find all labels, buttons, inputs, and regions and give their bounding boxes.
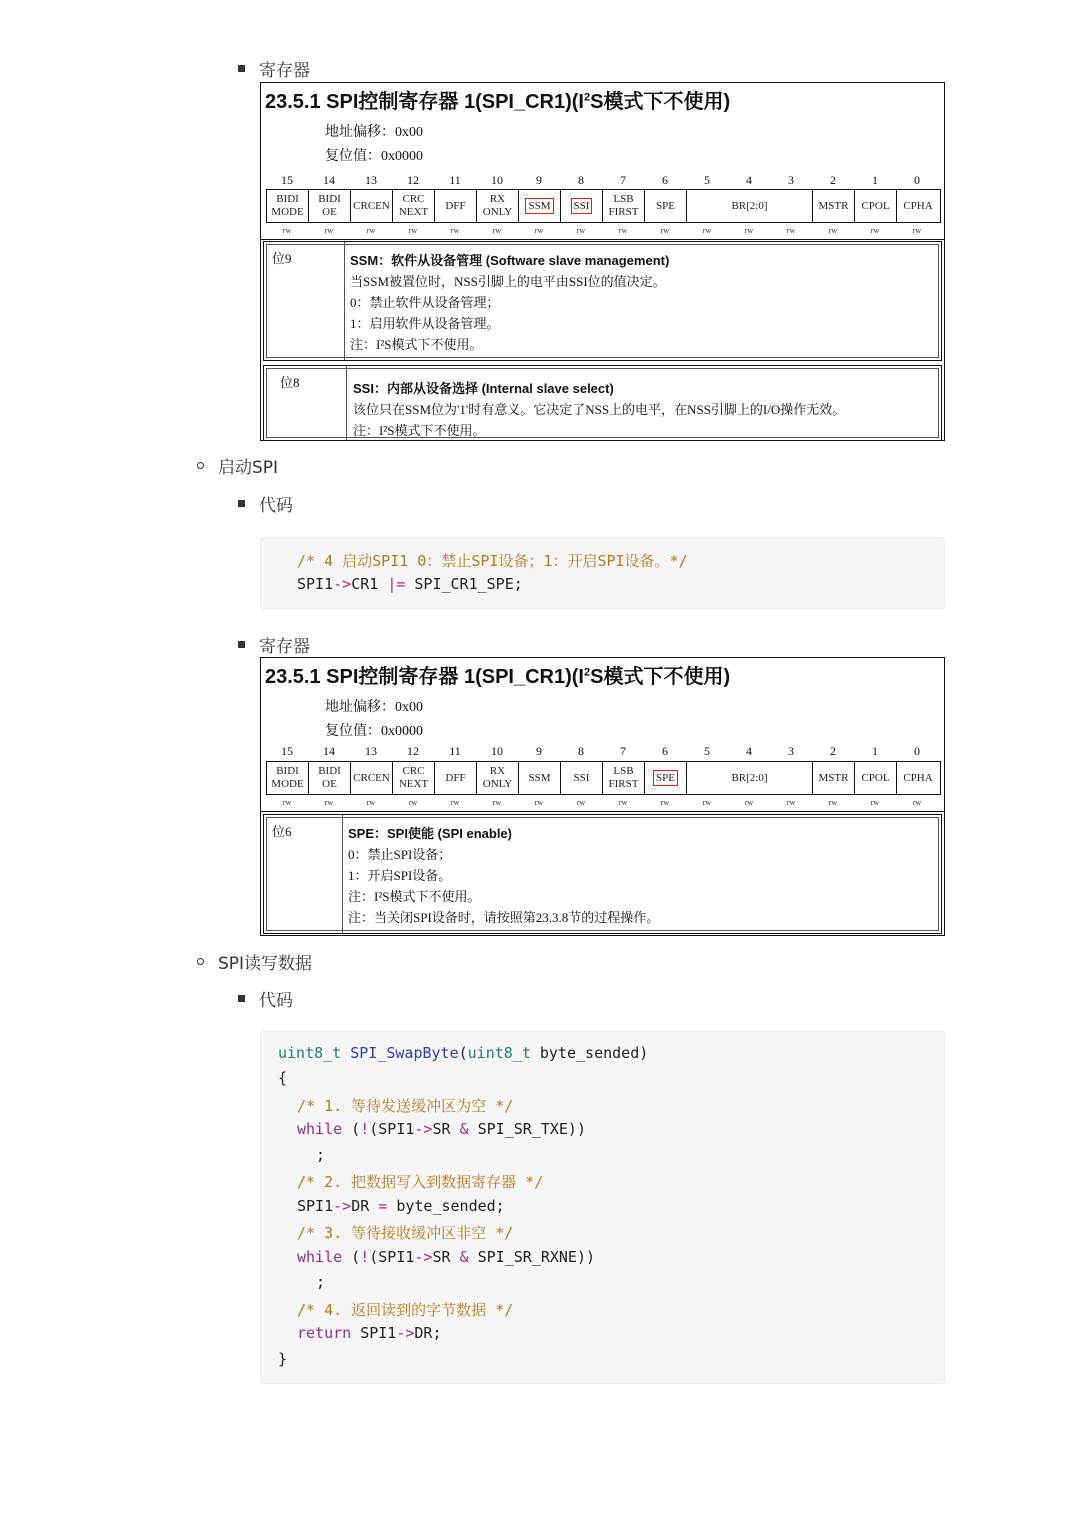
bit-field: MSTR — [813, 190, 855, 222]
rw-label: rw — [576, 226, 586, 235]
desc-line: 0：禁止软件从设备管理； — [350, 295, 500, 310]
bit-field: CPHA — [903, 199, 933, 212]
code-comment: /* 4 启动SPI1 0：禁止SPI设备；1：开启SPI设备。*/ — [297, 552, 688, 570]
rw-label: rw — [534, 226, 544, 235]
square-bullet-icon — [238, 641, 245, 648]
rw-label: rw — [576, 798, 586, 807]
rw-label: rw — [702, 798, 712, 807]
spi-read-write-heading: SPI读写数据 — [197, 949, 312, 974]
bit-field: LSB FIRST — [603, 190, 645, 222]
bit-field: CPHA — [903, 771, 933, 784]
rw-label: rw — [786, 798, 796, 807]
desc-line: 注：当关闭SPI设备时，请按照第23.3.8节的过程操作。 — [348, 910, 660, 925]
rw-label: rw — [450, 226, 460, 235]
code-block-start-spi[interactable] — [260, 537, 945, 609]
bit-number: 10 — [491, 173, 503, 187]
bit-number: 1 — [872, 744, 878, 758]
bit-field: SSI — [561, 762, 603, 794]
bit-number: 4 — [746, 744, 752, 758]
bit-number: 5 — [704, 744, 710, 758]
divider — [261, 239, 944, 240]
reset-value: 复位值：0x0000 — [325, 149, 423, 164]
bit-number: 6 — [662, 744, 668, 758]
register-bullet-1 — [238, 56, 310, 81]
rw-label: rw — [366, 226, 376, 235]
rw-label: rw — [618, 798, 628, 807]
bit-field: SPE — [645, 190, 687, 222]
bit-number: 4 — [746, 173, 752, 187]
bit-number: 14 — [323, 744, 335, 758]
rw-label: rw — [492, 226, 502, 235]
desc-line: SSI：内部从设备选择 (Internal slave select) — [353, 381, 614, 396]
register-bullet-2: 寄存器 — [238, 632, 310, 657]
bit-field: BIDI MODE — [267, 762, 309, 794]
bit-field: DFF — [435, 190, 477, 222]
rw-label: rw — [660, 226, 670, 235]
bit-number: 2 — [830, 173, 836, 187]
bit-field: CRC NEXT — [393, 762, 435, 794]
circle-bullet-icon — [197, 462, 204, 469]
bit-label: 位6 — [272, 824, 292, 839]
function-signature: uint8_t SPI_SwapByte(uint8_t byte_sended) — [278, 1044, 649, 1062]
code-line: ; — [316, 1146, 326, 1164]
bit-number: 12 — [407, 173, 419, 187]
bit-number: 5 — [704, 173, 710, 187]
code-comment: /* 4. 返回读到的字节数据 */ — [297, 1301, 514, 1319]
bit-number: 11 — [449, 173, 461, 187]
rw-label: rw — [408, 226, 418, 235]
bit-number: 1 — [872, 173, 878, 187]
code-line: while (!(SPI1->SR & SPI_SR_TXE)) — [297, 1120, 586, 1138]
bit-number: 12 — [407, 744, 419, 758]
desc-line: 注：I²S模式下不使用。 — [353, 423, 486, 438]
bit-field: CRCEN — [351, 190, 393, 222]
bit-number: 0 — [914, 744, 920, 758]
register-figure-spe — [260, 657, 945, 936]
bit-field: CRCEN — [351, 762, 393, 794]
bit-number: 0 — [914, 173, 920, 187]
bit8-description — [263, 365, 942, 441]
bit-number: 7 — [620, 173, 626, 187]
bit-label: 位9 — [272, 251, 292, 266]
desc-line: 1：启用软件从设备管理。 — [350, 316, 500, 331]
code-line: while (!(SPI1->SR & SPI_SR_RXNE)) — [297, 1248, 596, 1266]
bit-number: 9 — [536, 744, 542, 758]
rw-label: rw — [324, 226, 334, 235]
rw-label: rw — [744, 798, 754, 807]
bit-field: CPOL — [855, 762, 897, 794]
rw-label: rw — [828, 798, 838, 807]
bit-field-row — [266, 761, 941, 795]
bit-number: 3 — [788, 173, 794, 187]
bit-number: 11 — [449, 744, 461, 758]
code-comment: /* 2. 把数据写入到数据寄存器 */ — [297, 1173, 544, 1191]
rw-label: rw — [366, 798, 376, 807]
code-comment: /* 1. 等待发送缓冲区为空 */ — [297, 1097, 514, 1115]
divider — [261, 811, 944, 812]
rw-label: rw — [870, 798, 880, 807]
code-line: } — [278, 1350, 288, 1368]
address-offset: 地址偏移：0x00 — [325, 125, 423, 140]
code-line: ; — [316, 1273, 326, 1291]
rw-label: rw — [282, 798, 292, 807]
desc-line: 该位只在SSM位为'1'时有意义。它决定了NSS上的电平，在NSS引脚上的I/O操作无效。 — [353, 402, 846, 417]
bit6-description — [263, 814, 942, 934]
desc-line: SPE：SPI使能 (SPI enable) — [348, 826, 512, 841]
bit-number: 8 — [578, 173, 584, 187]
address-offset: 地址偏移：0x00 — [325, 700, 423, 715]
rw-label: rw — [408, 798, 418, 807]
code-block-swap-byte[interactable] — [260, 1031, 945, 1384]
rw-label: rw — [828, 226, 838, 235]
bit-field: BR[2:0] — [687, 190, 813, 222]
register-label: 寄存器 — [259, 61, 310, 81]
bit-field: BIDI OE — [309, 762, 351, 794]
rw-label: rw — [786, 226, 796, 235]
code-line: { — [278, 1069, 288, 1087]
desc-line: 注：I²S模式下不使用。 — [350, 337, 483, 352]
bit-field: LSB FIRST — [603, 762, 645, 794]
bit-field: CPOL — [855, 190, 897, 222]
bit-field: DFF — [435, 762, 477, 794]
bit-field: CRC NEXT — [393, 190, 435, 222]
rw-label: rw — [324, 798, 334, 807]
bit-number: 15 — [281, 744, 293, 758]
bit-field: BIDI OE — [309, 190, 351, 222]
bit-field: SPE — [645, 762, 687, 794]
rw-label: rw — [618, 226, 628, 235]
rw-label: rw — [282, 226, 292, 235]
bit-number: 13 — [365, 744, 377, 758]
bit-numbers — [266, 744, 941, 760]
bit-field: BR[2:0] — [687, 762, 813, 794]
start-spi-heading: 启动SPI — [197, 453, 278, 478]
rw-label: rw — [450, 798, 460, 807]
code-line: SPI1->DR = byte_sended; — [297, 1197, 505, 1215]
rw-row — [266, 798, 941, 810]
bit-number: 14 — [323, 173, 335, 187]
bit-field: RX ONLY — [477, 190, 519, 222]
bit-number: 3 — [788, 744, 794, 758]
rw-label: rw — [744, 226, 754, 235]
rw-label: rw — [702, 226, 712, 235]
bit-field: MSTR — [813, 762, 855, 794]
bit-number: 15 — [281, 173, 293, 187]
desc-line: 当SSM被置位时，NSS引脚上的电平由SSI位的值决定。 — [350, 274, 666, 289]
desc-line: SSM：软件从设备管理 (Software slave management) — [350, 253, 670, 268]
bit-number: 7 — [620, 744, 626, 758]
bit-number: 13 — [365, 173, 377, 187]
desc-line: 1：开启SPI设备。 — [348, 868, 452, 883]
square-bullet-icon — [238, 500, 245, 507]
code-line: return SPI1->DR; — [297, 1324, 442, 1342]
bit-number: 9 — [536, 173, 542, 187]
bit-field: RX ONLY — [477, 762, 519, 794]
bit-field: SSM — [519, 762, 561, 794]
bit-field: SSI — [561, 190, 603, 222]
desc-line: 0：禁止SPI设备； — [348, 847, 452, 862]
bit9-description — [263, 241, 942, 361]
reset-value: 复位值：0x0000 — [325, 724, 423, 739]
code-bullet-2: 代码 — [238, 986, 293, 1011]
bit-numbers — [266, 173, 941, 189]
register-figure-ssm-ssi — [260, 82, 945, 441]
register-title: 23.5.1 SPI控制寄存器 $1(SPI\_CR1)(I^2S$模式下不使用) — [265, 666, 731, 688]
bit-label: 位8 — [280, 375, 300, 390]
rw-label: rw — [912, 226, 922, 235]
code-line: SPI1->CR1 |= SPI_CR1_SPE; — [297, 575, 523, 593]
rw-row — [266, 226, 941, 238]
bit-number: 6 — [662, 173, 668, 187]
rw-label: rw — [660, 798, 670, 807]
bit-field: BIDI MODE — [267, 190, 309, 222]
rw-label: rw — [534, 798, 544, 807]
code-bullet-1: 代码 — [238, 491, 293, 516]
square-bullet-icon — [238, 995, 245, 1002]
bit-field-row — [266, 189, 941, 223]
circle-bullet-icon — [197, 958, 204, 965]
rw-label: rw — [492, 798, 502, 807]
register-title: 23.5.1 SPI控制寄存器 $1(SPI\_CR1)(I^2S$模式下不使用) — [265, 91, 731, 113]
bit-field: SSM — [519, 190, 561, 222]
bit-number: 2 — [830, 744, 836, 758]
desc-line: 注：I²S模式下不使用。 — [348, 889, 481, 904]
rw-label: rw — [870, 226, 880, 235]
square-bullet-icon — [238, 65, 245, 72]
code-comment: /* 3. 等待接收缓冲区非空 */ — [297, 1224, 514, 1242]
bit-number: 10 — [491, 744, 503, 758]
bit-number: 8 — [578, 744, 584, 758]
rw-label: rw — [912, 798, 922, 807]
